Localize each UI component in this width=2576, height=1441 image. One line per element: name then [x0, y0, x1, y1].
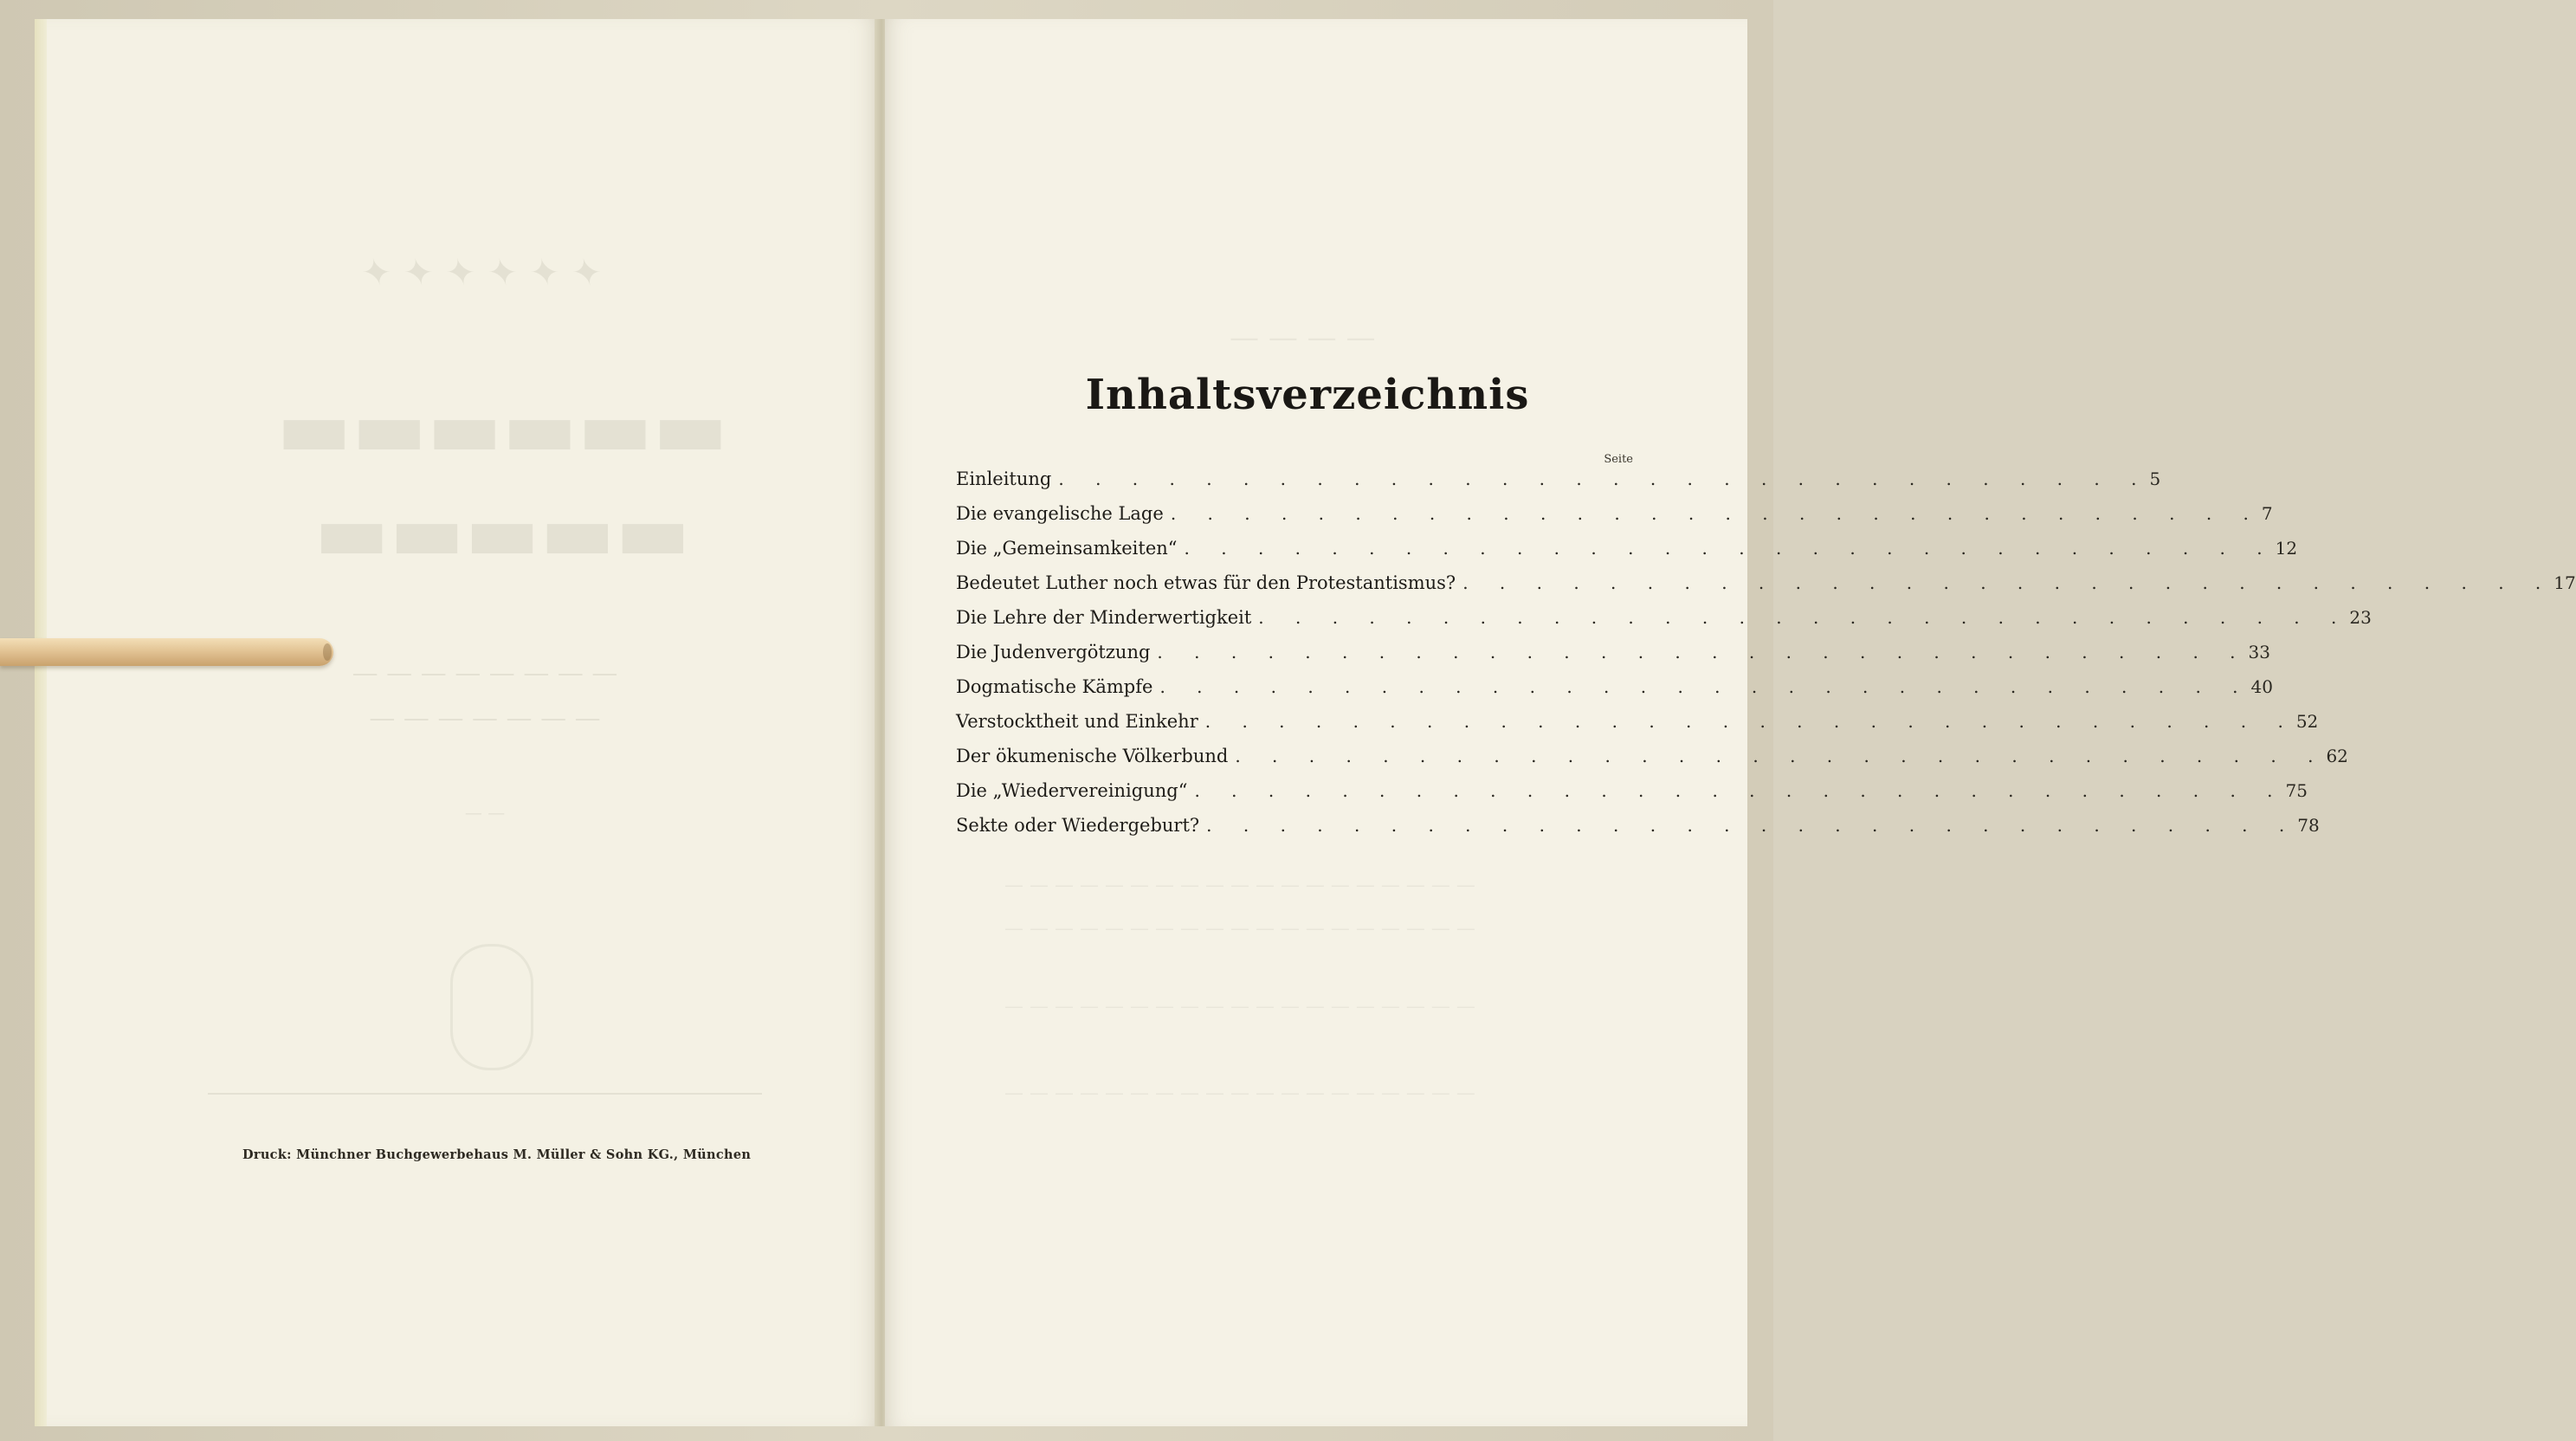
table-of-contents: [956, 462, 2576, 843]
dot-leader: . . . . . . . . . . . . . . . . . . . . . . . . . . . . . .: [1235, 746, 2327, 766]
toc-entry: [956, 669, 2273, 704]
toc-entry-label: Die „Gemeinsamkeiten“: [956, 538, 1178, 559]
dot-leader: . . . . . . . . . . . . . . . . . . . . . . . . . . . . . .: [1204, 711, 2296, 732]
show-through-seal: [450, 944, 533, 1070]
toc-entry-label: Die Judenvergötzung: [956, 642, 1151, 662]
toc-entry-page: 78: [2297, 815, 2320, 836]
dot-leader: . . . . . . . . . . . . . . . . . . . . . . . . . . . . . .: [1206, 815, 2298, 836]
show-through-text: — — — — — — — — — — — — — — — — — — —: [1004, 918, 1475, 940]
wooden-pointer-stick: [0, 638, 333, 666]
toc-entry-page: 23: [2349, 607, 2372, 628]
show-through-text: ▬▬▬▬▬▬: [276, 381, 728, 475]
toc-entry: [956, 531, 2298, 565]
toc-entry-page: 17: [2553, 572, 2576, 593]
toc-entry: [956, 496, 2273, 531]
show-through-text: — — — — — — — — — — — — — — — — — — —: [1004, 996, 1475, 1018]
show-through-text: — — — — — — — — — — — — — — — — — — —: [1004, 1082, 1475, 1104]
dot-leader: . . . . . . . . . . . . . . . . . . . . . . . . . . . . . .: [1159, 676, 2251, 697]
toc-entry-label: Die Lehre der Minderwertigkeit: [956, 607, 1252, 628]
toc-entry: [956, 739, 2348, 773]
toc-entry-label: Einleitung: [956, 468, 1052, 489]
show-through-rule: [208, 1093, 762, 1095]
toc-entry: [956, 808, 2320, 843]
toc-entry-page: 7: [2261, 503, 2273, 524]
toc-entry: [956, 704, 2319, 739]
toc-entry-page: 62: [2326, 746, 2348, 766]
dot-leader: . . . . . . . . . . . . . . . . . . . . . . . . . . . . . .: [1170, 503, 2262, 524]
toc-entry-page: 52: [2295, 711, 2319, 732]
toc-entry-label: Bedeutet Luther noch etwas für den Protestantismus?: [956, 572, 1456, 593]
toc-entry-page: 33: [2248, 642, 2270, 662]
dot-leader: . . . . . . . . . . . . . . . . . . . . . . . . . . . . . .: [1194, 780, 2286, 801]
show-through-text: — — — —: [1230, 320, 1376, 355]
toc-entry-label: Die evangelische Lage: [956, 503, 1164, 524]
toc-entry: [956, 635, 2270, 669]
show-through-text: — — — — — — —: [369, 703, 601, 733]
printer-imprint: Druck: Münchner Buchgewerbehaus M. Müller & Sohn KG., München: [242, 1147, 752, 1162]
toc-entry-page: 75: [2285, 780, 2308, 801]
show-through-text: — — — — — — — —: [352, 658, 618, 688]
toc-entry: [956, 600, 2372, 635]
toc-entry: [956, 773, 2308, 808]
dot-leader: . . . . . . . . . . . . . . . . . . . . . . . . . . . . . .: [1258, 607, 2350, 628]
toc-entry-page: 12: [2275, 538, 2298, 559]
contents-title: Inhaltsverzeichnis: [1085, 371, 1530, 419]
toc-entry-label: Dogmatische Kämpfe: [956, 676, 1153, 697]
stick-tip: [323, 643, 332, 661]
show-through-text: ▬▬▬▬▬: [313, 485, 691, 578]
page-edge: [35, 19, 47, 1426]
dot-leader: . . . . . . . . . . . . . . . . . . . . . . . . . . . . . .: [1157, 642, 2249, 662]
dot-leader: . . . . . . . . . . . . . . . . . . . . . . . . . . . . . .: [1058, 468, 2150, 489]
show-through-text: — — — — — — — — — — — — — — — — — — —: [1004, 875, 1475, 896]
toc-entry: [956, 565, 2576, 600]
toc-entry-page: 5: [2149, 468, 2161, 489]
dot-leader: . . . . . . . . . . . . . . . . . . . . . . . . . . . . . .: [1184, 538, 2276, 559]
page-column-label: Seite: [1604, 453, 1633, 466]
show-through-text: ✦ ✦ ✦ ✦ ✦ ✦: [365, 251, 605, 294]
dot-leader: . . . . . . . . . . . . . . . . . . . . . . . . . . . . . .: [1462, 572, 2554, 593]
toc-entry-label: Der ökumenische Völkerbund: [956, 746, 1229, 766]
toc-entry-label: Die „Wiedervereinigung“: [956, 780, 1188, 801]
show-through-text: — —: [464, 802, 506, 823]
toc-entry-label: Verstocktheit und Einkehr: [956, 711, 1198, 732]
toc-entry: [956, 462, 2161, 496]
toc-entry-label: Sekte oder Wiedergeburt?: [956, 815, 1200, 836]
toc-entry-page: 40: [2250, 676, 2273, 697]
